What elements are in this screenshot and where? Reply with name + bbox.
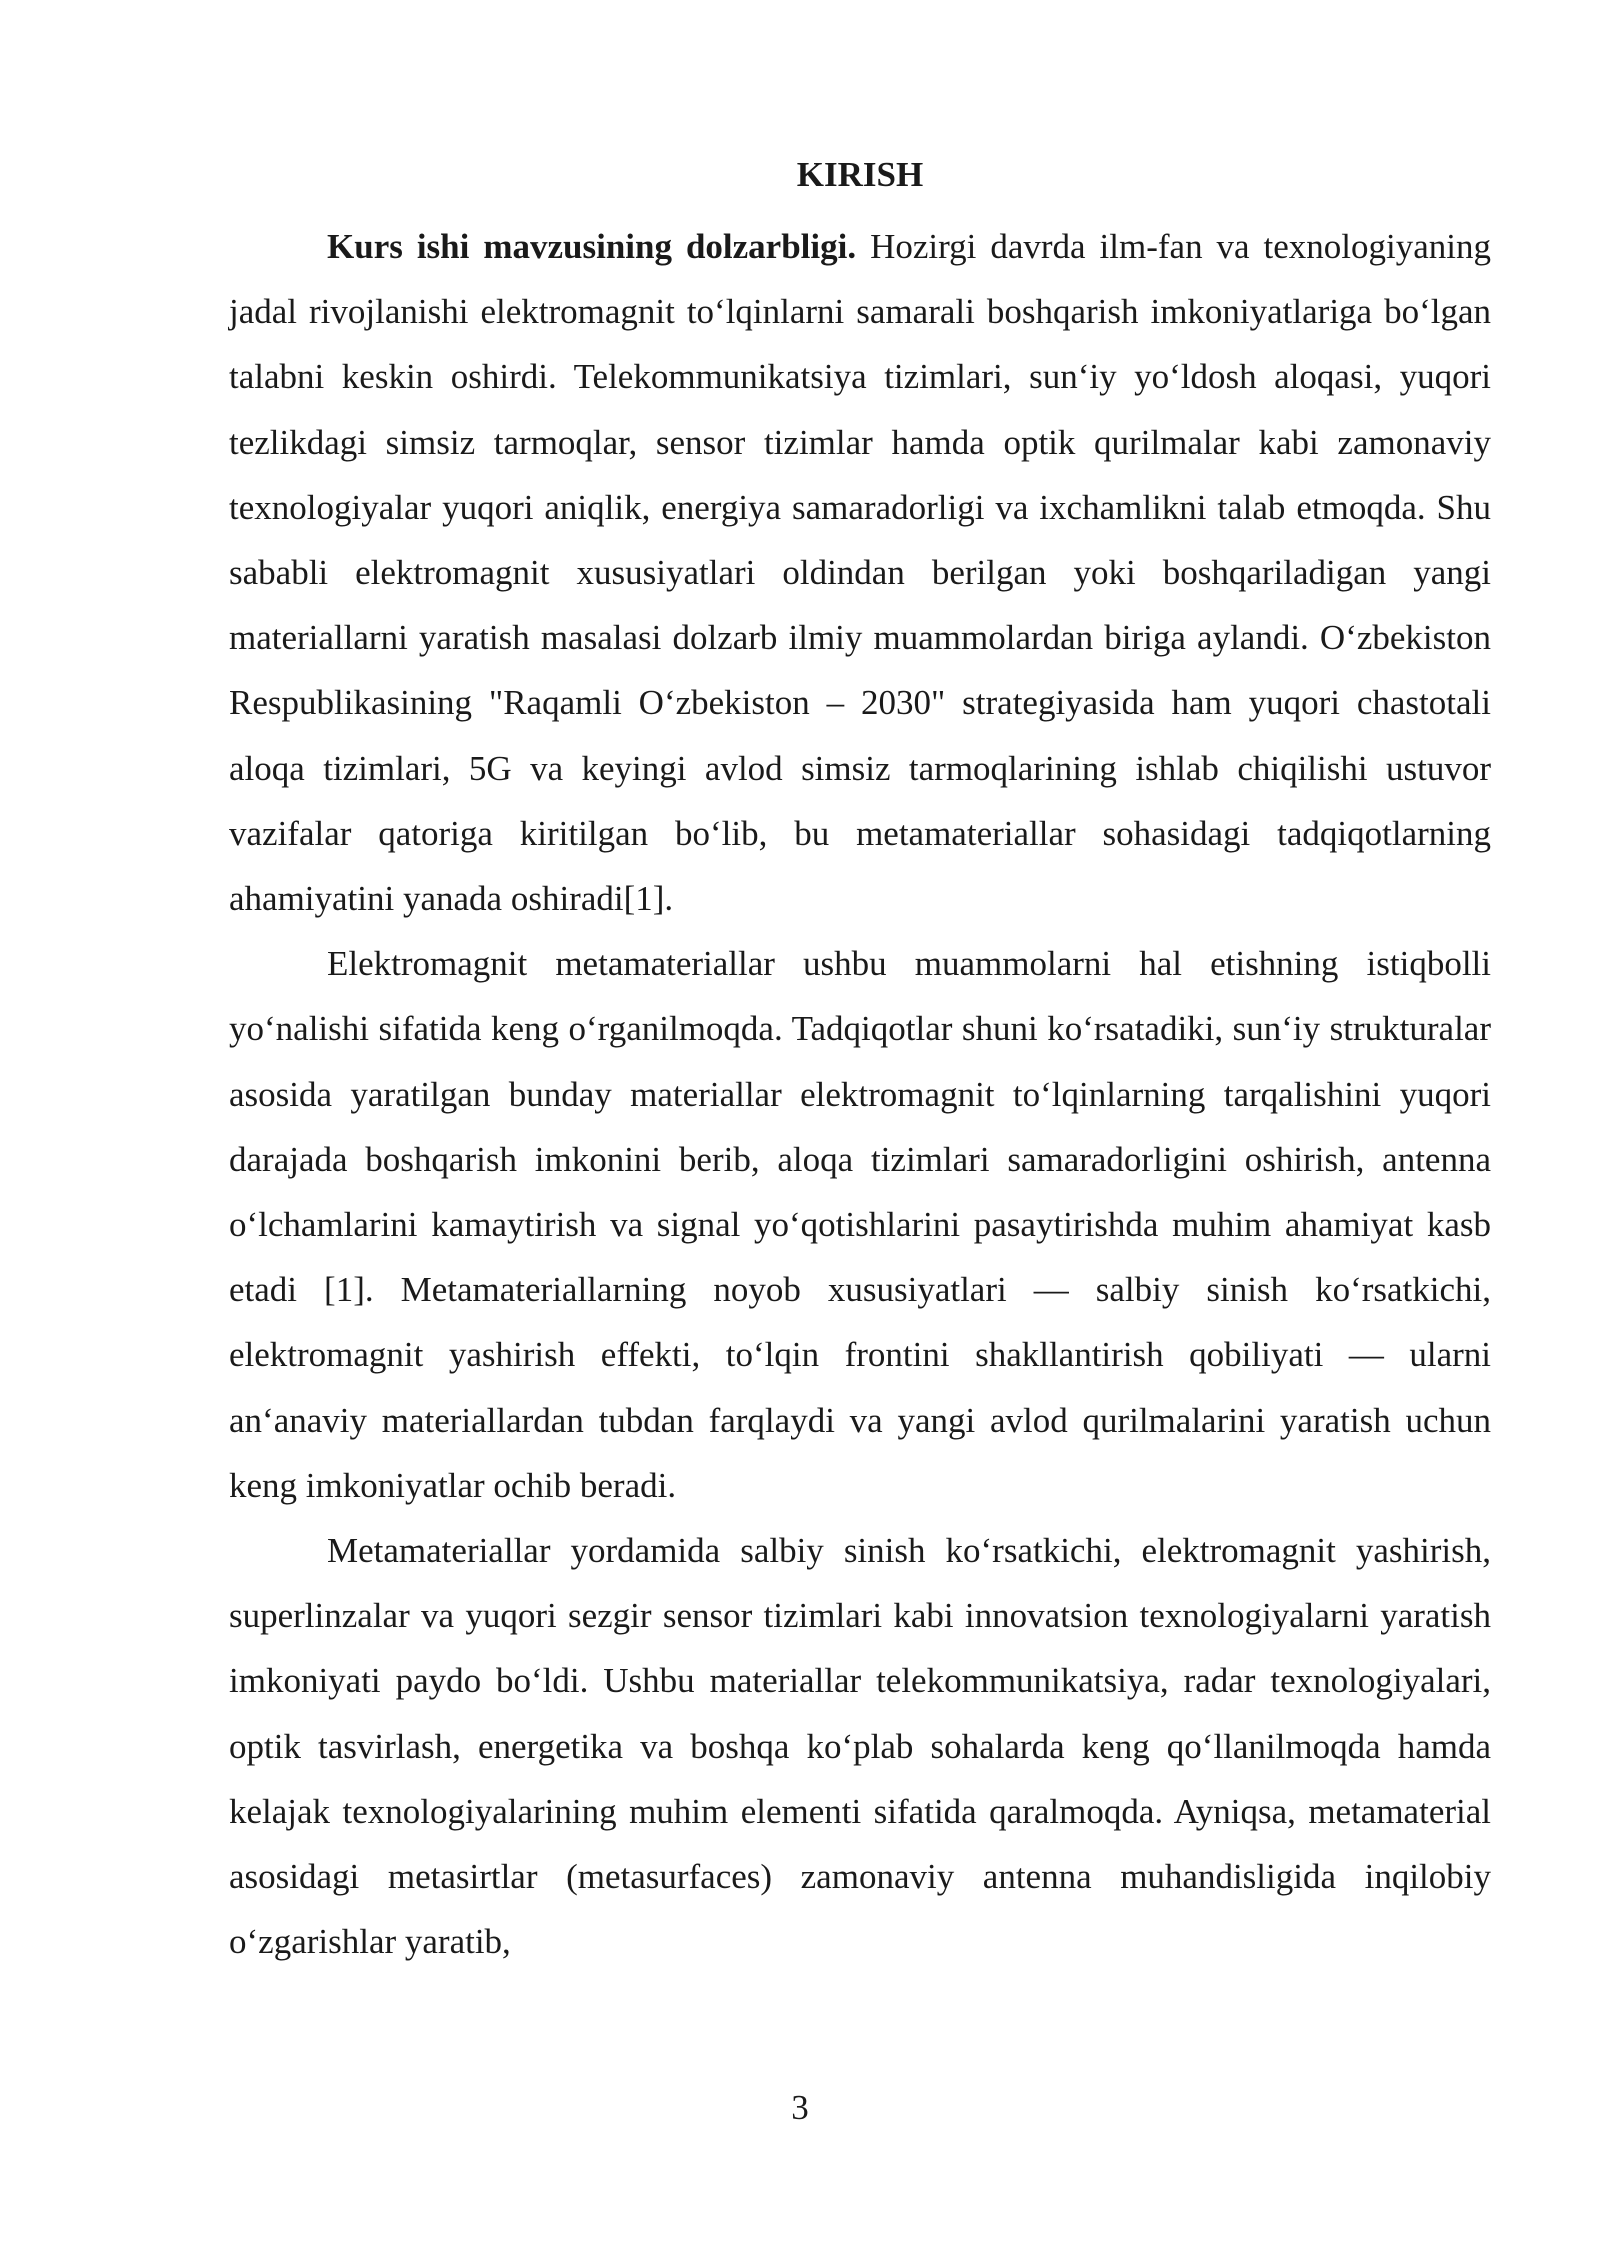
paragraph-text: Metamateriallar yordamida salbiy sinish ko‘rsatkichi, elektromagnit yashirish, superlinzalar va yuqori sezgir sensor tizimlari kabi innovatsion texnologiyalarni yaratish imkoniyati paydo bo‘ldi. Ushbu materiallar telekommunikatsiya, radar texnologiyalari, optik tasvirlash, energetika va boshqa ko‘plab sohalarda keng qo‘llanilmoqda hamda kelajak texnologiyalarining muhim elementi sifatida qaralmoqda. Ayniqsa, metamaterial asosidagi metasirtlar (metasurfaces) zamonaviy antenna muhandisligida inqilobiy o‘zgarishlar yaratib, — [229, 1531, 1491, 1962]
paragraph-text: Elektromagnit metamateriallar ushbu muammolarni hal etishning istiqbolli yo‘nalishi sifatida keng o‘rganilmoqda. Tadqiqotlar shuni ko‘rsatadiki, sun‘iy strukturalar asosida yaratilgan bunday materiallar elektromagnit to‘lqinlarning tarqalishini yuqori darajada boshqarish imkonini berib, aloqa tizimlari samaradorligini oshirish, antenna o‘lchamlarini kamaytirish va signal yo‘qotishlarini pasaytirishda muhim ahamiyat kasb etadi [1]. Metamateriallarning noyob xususiyatlari — salbiy sinish ko‘rsatkichi, elektromagnit yashirish effekti, to‘lqin frontini shakllantirish qobiliyati — ularni an‘anaviy materiallardan tubdan farqlaydi va yangi avlod qurilmalarini yaratish uchun keng imkoniyatlar ochib beradi. — [229, 944, 1491, 1505]
page-number: 3 — [791, 2088, 809, 2127]
paragraph-metamaterials-applications — [229, 1518, 1491, 1974]
page-body — [229, 148, 1491, 1974]
paragraph-relevance — [229, 214, 1491, 931]
paragraph-metamaterials-study — [229, 931, 1491, 1518]
paragraph-lead: Kurs ishi mavzusining dolzarbligi. — [327, 227, 857, 266]
section-heading: KIRISH — [796, 155, 924, 194]
paragraph-text: Hozirgi davrda ilm-fan va texnologiyaning jadal rivojlanishi elektromagnit to‘lqinlarni samarali boshqarish imkoniyatlariga bo‘lgan talabni keskin oshirdi. Telekommunikatsiya tizimlari, sun‘iy yo‘ldosh aloqasi, yuqori tezlikdagi simsiz tarmoqlar, sensor tizimlar hamda optik qurilmalar kabi zamonaviy texnologiyalar yuqori aniqlik, energiya samaradorligi va ixchamlikni talab etmoqda. Shu sababli elektromagnit xususiyatlari oldindan berilgan yoki boshqariladigan yangi materiallarni yaratish masalasi dolzarb ilmiy muammolardan biriga aylandi. O‘zbekiston Respublikasining "Raqamli O‘zbekiston – 2030" strategiyasida ham yuqori chastotali aloqa tizimlari, 5G va keyingi avlod simsiz tarmoqlarining ishlab chiqilishi ustuvor vazifalar qatoriga kiritilgan bo‘lib, bu metamateriallar sohasidagi tadqiqotlarning ahamiyatini yanada oshiradi[1]. — [229, 227, 1492, 919]
